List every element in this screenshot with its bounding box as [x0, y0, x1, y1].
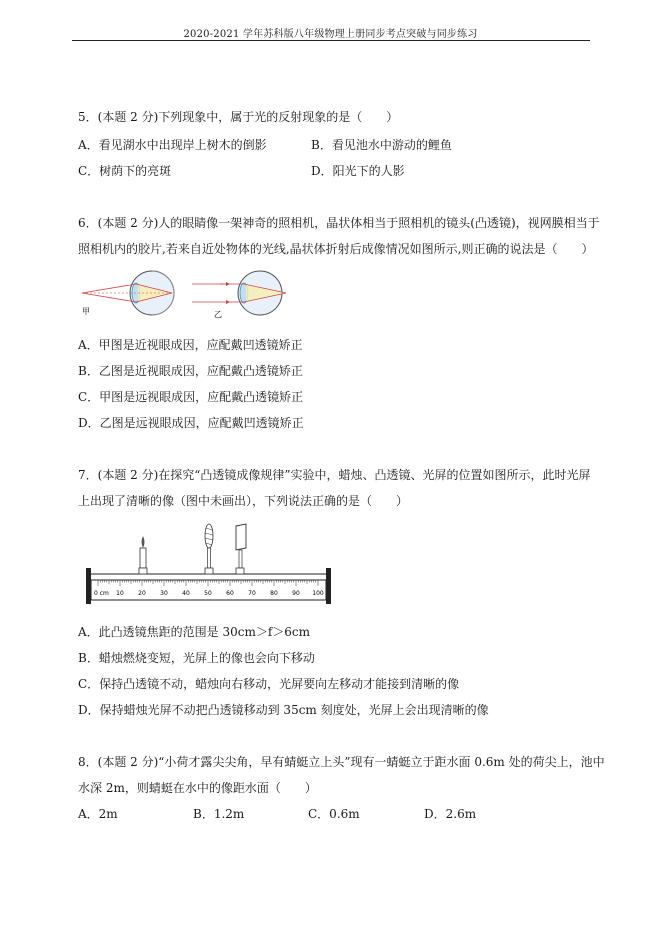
q8-option-b: B．1.2m [193, 807, 245, 821]
bench-post-right [326, 568, 331, 604]
q6-option-b: B．乙图是近视眼成因，应配戴凸透镜矫正 [78, 364, 303, 378]
q6-stem-line1: 6．(本题 2 分)人的眼睛像一架神奇的照相机，晶状体相当于照相机的镜头(凸透镜)，视网膜相当于 [78, 216, 600, 230]
q5-option-c: C．树荫下的亮斑 [78, 164, 172, 178]
ruler-tick-label: 10 [116, 590, 124, 597]
page-header-title: 2020-2021 学年苏科版八年级物理上册同步考点突破与同步练习 [183, 29, 478, 40]
header-divider [72, 40, 590, 41]
q7-option-c: C．保持凸透镜不动，蜡烛向右移动，光屏要向左移动才能接到清晰的像 [78, 677, 460, 691]
convex-lens [205, 524, 213, 574]
ruler-tick-label: 50 [204, 590, 212, 597]
q6-option-c: C．甲图是远视眼成因，应配戴凸透镜矫正 [78, 390, 304, 404]
ruler-tick-label: 0 cm [94, 590, 109, 597]
q7-stem-line1: 7．(本题 2 分)在探究“凸透镜成像规律”实验中，蜡烛、凸透镜、光屏的位置如图所示，此时光屏 [78, 468, 591, 482]
q7-option-d: D．保持蜡烛光屏不动把凸透镜移动到 35cm 刻度处，光屏上会出现清晰的像 [78, 703, 489, 717]
q5-option-a: A．看见湖水中出现岸上树木的倒影 [78, 138, 267, 152]
ruler-tick-label: 20 [138, 590, 146, 597]
q6-option-d: D．乙图是远视眼成因，应配戴凹透镜矫正 [78, 416, 304, 430]
q6-stem-line2: 照相机内的胶片,若来自近处物体的光线,晶状体折射后成像情况如图所示,则正确的说法是（ ） [78, 242, 594, 256]
q7-stem-line2: 上出现了清晰的像（图中未画出），下列说法正确的是（ ） [78, 494, 409, 508]
q6-eye-figure [80, 268, 295, 324]
q8-stem-line2: 水深 2m，则蜻蜓在水中的像距水面（ ） [78, 781, 317, 795]
q8-option-a: A．2m [78, 807, 118, 821]
q8-stem-line1: 8．(本题 2 分)“小荷才露尖尖角，早有蜻蜓立上头”现有一蜻蜓立于距水面 0.6m 处的荷尖上，池中 [78, 755, 605, 769]
ruler-tick-label: 100 [312, 590, 324, 597]
ruler-tick-label: 40 [182, 590, 190, 597]
q7-option-b: B．蜡烛燃烧变短，光屏上的像也会向下移动 [78, 651, 315, 665]
q6-option-a: A．甲图是近视眼成因，应配戴凹透镜矫正 [78, 338, 303, 352]
eye-diagram-left [82, 271, 174, 316]
candle [139, 536, 147, 574]
light-screen [236, 524, 246, 574]
eye-diagram-right [192, 271, 286, 319]
ruler-tick-label: 90 [292, 590, 300, 597]
q8-option-d: D．2.6m [424, 807, 477, 821]
q8-option-c: C．0.6m [308, 807, 360, 821]
ruler-tick-label: 70 [248, 590, 256, 597]
q5-option-d: D．阳光下的人影 [311, 164, 405, 178]
bench-post-left [86, 568, 91, 604]
figure-label-left: 甲 [82, 307, 90, 316]
ruler-tick-label: 60 [226, 590, 234, 597]
ruler-tick-label: 30 [160, 590, 168, 597]
q7-option-a: A．此凸透镜焦距的范围是 30cm＞f＞6cm [78, 625, 311, 639]
q5-option-b: B．看见池水中游动的鲤鱼 [311, 138, 452, 152]
q5-stem: 5．(本题 2 分)下列现象中，属于光的反射现象的是（ ） [78, 110, 399, 124]
figure-label-right: 乙 [214, 310, 222, 319]
q7-optical-bench-figure [86, 522, 336, 610]
ruler-tick-label: 80 [270, 590, 278, 597]
